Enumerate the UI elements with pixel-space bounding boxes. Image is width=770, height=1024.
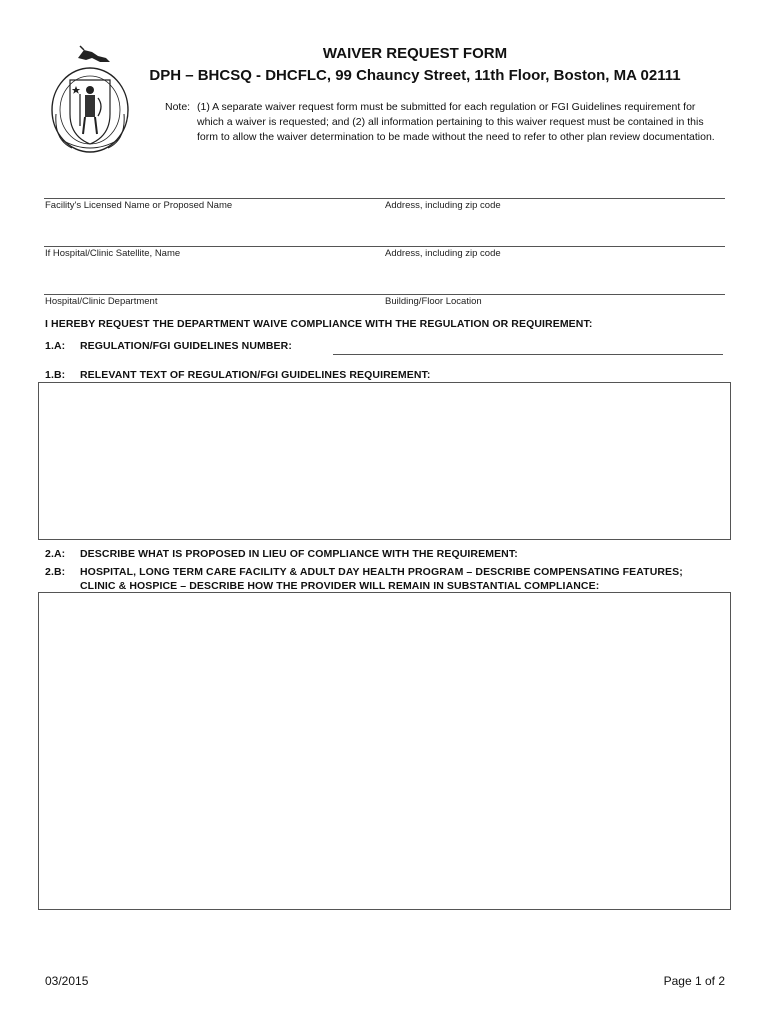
location-label: Building/Floor Location [385,296,482,307]
regulation-text-box[interactable] [38,382,731,540]
department-label: Hospital/Clinic Department [45,296,158,307]
field-line-2 [44,246,725,247]
form-subtitle: DPH – BHCSQ - DHCFLC, 99 Chauncy Street, 11th Floor, Boston, MA 02111 [149,67,681,84]
page-number: Page 1 of 2 [663,974,725,988]
address-label-2: Address, including zip code [385,248,501,259]
form-title: WAIVER REQUEST FORM [322,45,508,62]
section-2b-label-line1: HOSPITAL, LONG TERM CARE FACILITY & ADULT DAY HEALTH PROGRAM – DESCRIBE COMPENSATING FEATURES; [80,566,683,578]
note-text: (1) A separate waiver request form must be submitted for each regulation or FGI Guidelines requirement for which a waiver is requested; and (2) all information pertaining to this waiver request must be contained in this form to allow the waiver determination to be made without the need to refer to other plan review documentation. [197,101,715,143]
satellite-name-label: If Hospital/Clinic Satellite, Name [45,248,181,259]
form-revision-date: 03/2015 [45,974,89,988]
section-1a-label: REGULATION/FGI GUIDELINES NUMBER: [80,340,292,352]
regulation-number-line[interactable] [333,354,723,355]
note-label: Note: [165,101,191,113]
field-line-1 [44,198,725,199]
section-2a-number: 2.A: [45,548,66,560]
form-note [165,100,725,145]
section-1a-number: 1.A: [45,340,66,352]
facility-name-label: Facility's Licensed Name or Proposed Name [45,200,233,211]
request-heading: I HEREBY REQUEST THE DEPARTMENT WAIVE COMPLIANCE WITH THE REGULATION OR REQUIREMENT: [45,318,593,330]
address-label-1: Address, including zip code [385,200,501,211]
compensating-features-box[interactable] [38,592,731,910]
section-1b-number: 1.B: [45,369,66,381]
section-1b-label: RELEVANT TEXT OF REGULATION/FGI GUIDELINES REQUIREMENT: [80,369,431,381]
section-2b-number: 2.B: [45,566,66,578]
section-2b-label-line2: CLINIC & HOSPICE – DESCRIBE HOW THE PROVIDER WILL REMAIN IN SUBSTANTIAL COMPLIANCE: [80,580,600,592]
section-2a-label: DESCRIBE WHAT IS PROPOSED IN LIEU OF COMPLIANCE WITH THE REQUIREMENT: [80,548,518,560]
field-line-3 [44,294,725,295]
